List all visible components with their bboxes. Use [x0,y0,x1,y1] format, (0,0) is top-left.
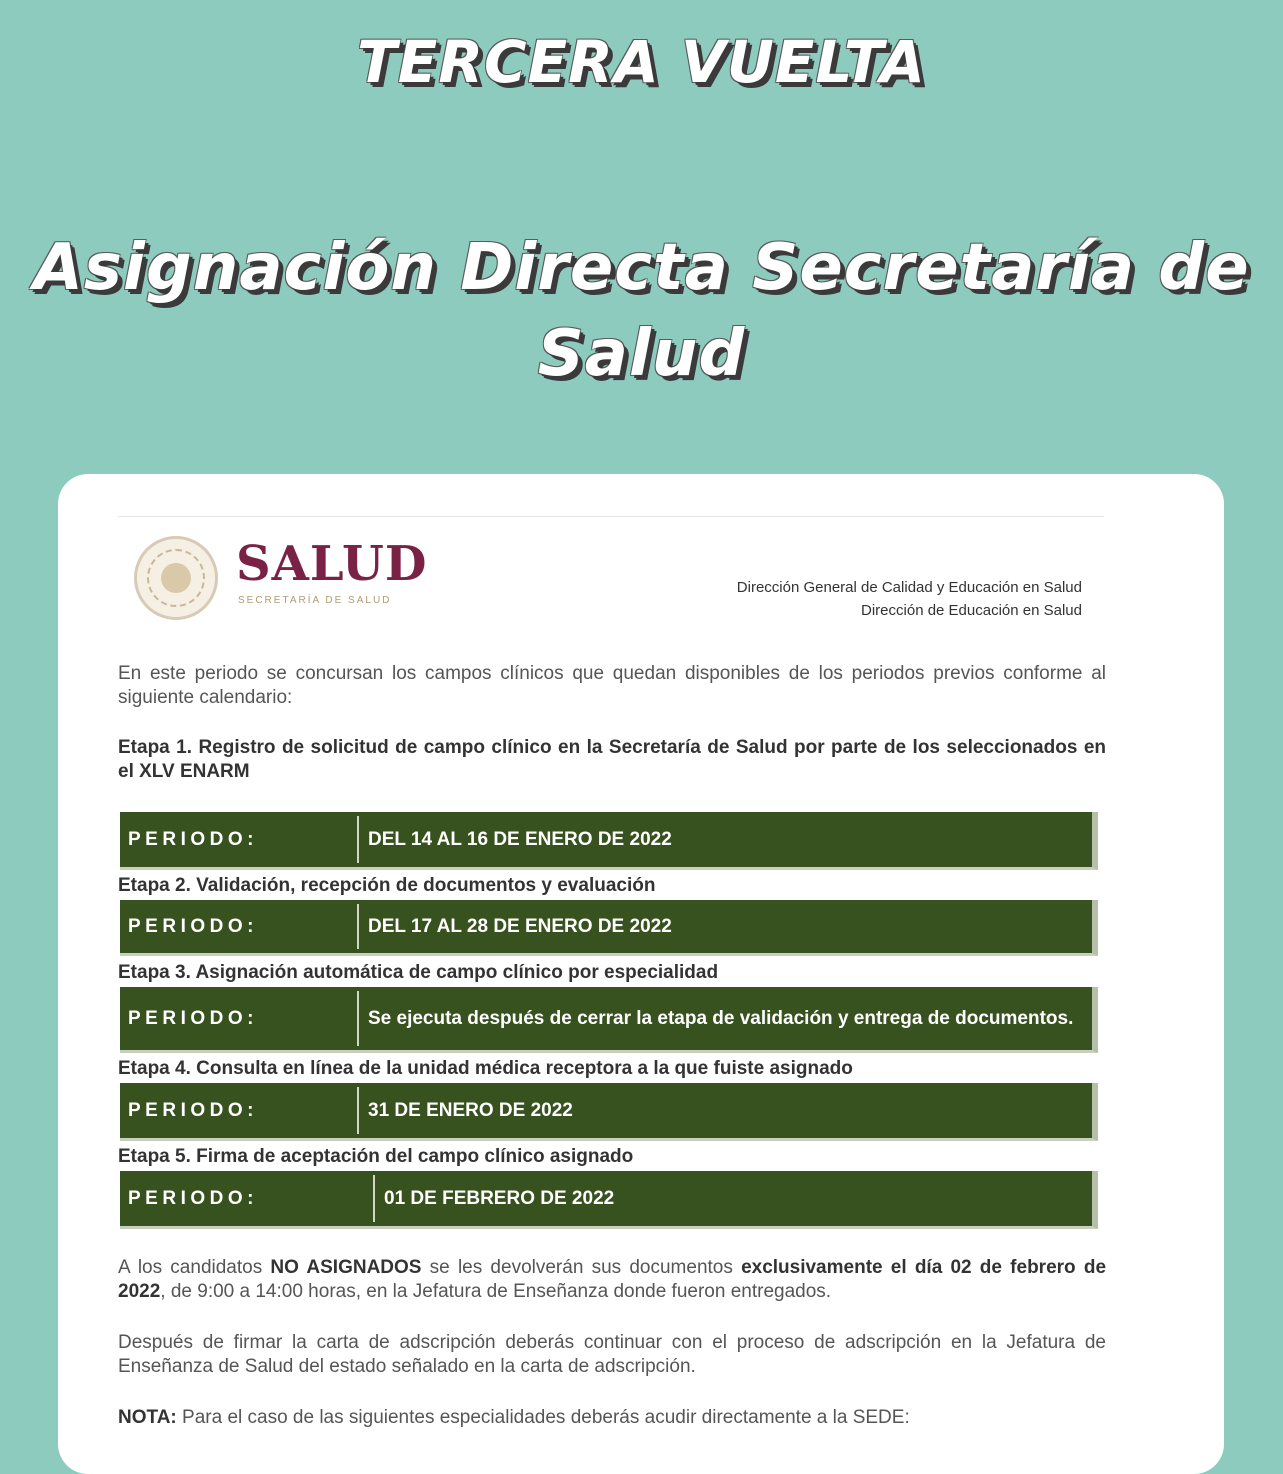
stage-2-title: Etapa 2. Validación, recepción de documentos y evaluación [118,875,656,896]
period-value: 31 DE ENERO DE 2022 [368,1099,573,1121]
period-label: PERIODO: [128,1007,258,1029]
period-value: DEL 17 AL 28 DE ENERO DE 2022 [368,915,672,937]
note-paragraph: NOTA: Para el caso de las siguientes especialidades deberás acudir directamente a la SEDE: [118,1407,910,1428]
logo-subtitle: SECRETARÍA DE SALUD [238,595,392,606]
stage-2-period [120,900,1098,956]
stage-5-title: Etapa 5. Firma de aceptación del campo clínico asignado [118,1146,634,1167]
stage-4-title: Etapa 4. Consulta en línea de la unidad médica receptora a la que fuiste asignado [118,1058,853,1079]
note-label: NOTA: [118,1407,177,1428]
department-header [737,576,1082,622]
divider [118,516,1104,517]
period-label: PERIODO: [128,1099,258,1121]
stage-3-period [120,987,1098,1053]
period-label: PERIODO: [128,1187,258,1209]
notice-paragraph: A los candidatos NO ASIGNADOS se les devolverán sus documentos exclusivamente el día 02 de febrero de 2022, de 9:00 a 14:00 horas, en la Jefatura de Enseñanza donde fueron entregados. [118,1257,1107,1302]
period-label: PERIODO: [128,915,258,937]
document-card [58,474,1224,1474]
stage-1-title: Etapa 1. Registro de solicitud de campo clínico en la Secretaría de Salud por parte de los seleccionados en el XLV ENARM [118,737,1106,782]
period-value: DEL 14 AL 16 DE ENERO DE 2022 [368,828,672,850]
national-seal-icon [134,536,218,620]
department-line-1: Dirección General de Calidad y Educación en Salud [736,579,1082,596]
page-subtitle: Asignación Directa Secretaría de Salud [33,231,1250,391]
period-label: PERIODO: [128,828,258,850]
after-signing-paragraph: Después de firmar la carta de adscripción deberás continuar con el proceso de adscripción en la Jefatura de Enseñanza de Salud del estado señalado en la carta de adscripción. [118,1332,1106,1377]
stage-3-title: Etapa 3. Asignación automática de campo clínico por especialidad [118,962,719,983]
stage-4-period [120,1083,1098,1141]
stage-1-period [120,812,1098,870]
logo-name: SALUD [236,536,428,592]
stage-5-period [120,1171,1098,1229]
page-title: TERCERA VUELTA [357,28,926,96]
intro-paragraph: En este periodo se concursan los campos clínicos que quedan disponibles de los periodos previos conforme al siguiente calendario: [118,663,1106,708]
period-value: 01 DE FEBRERO DE 2022 [384,1187,615,1209]
period-value: Se ejecuta después de cerrar la etapa de validación y entrega de documentos. [368,1007,1074,1029]
department-line-2: Dirección de Educación en Salud [861,602,1082,619]
